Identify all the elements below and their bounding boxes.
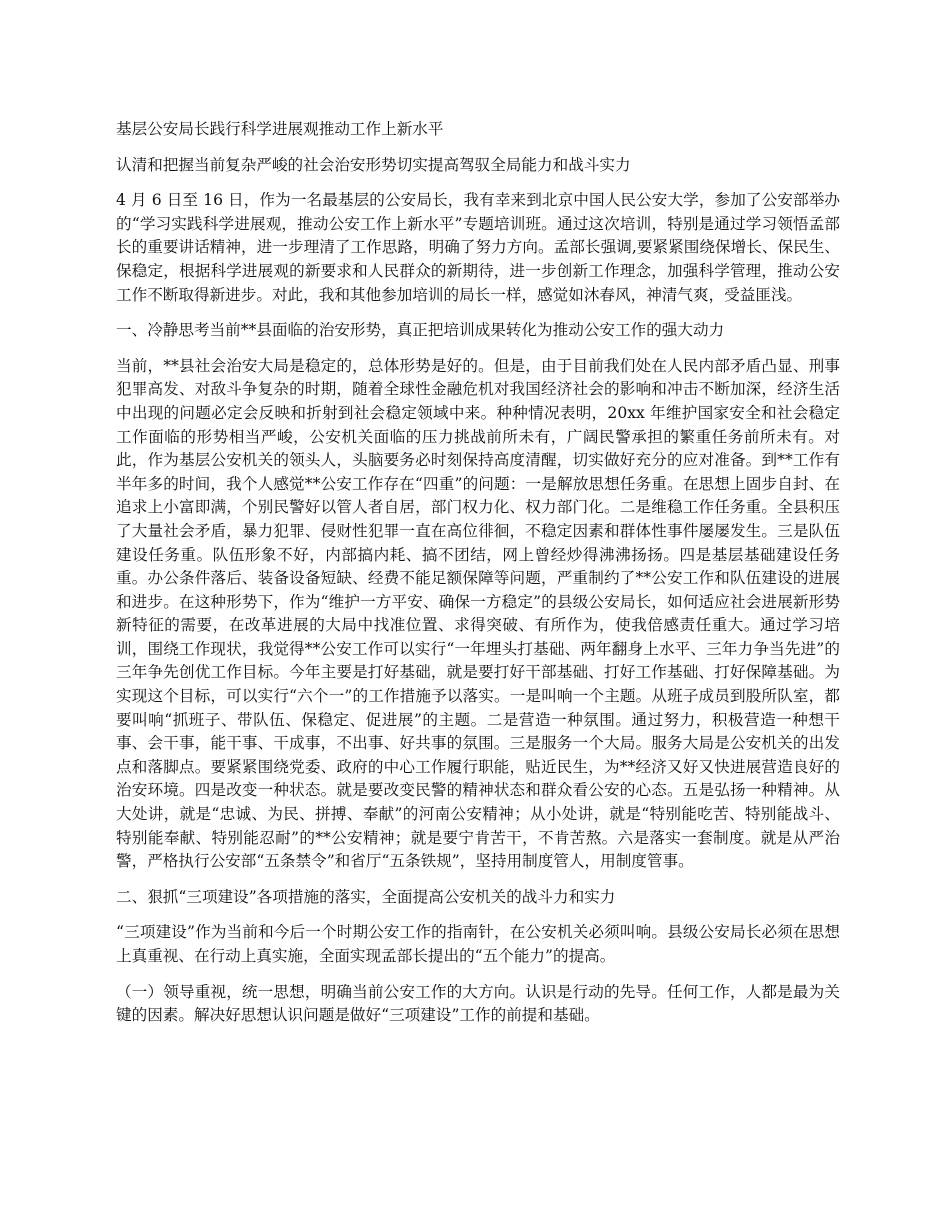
- paragraph-section-1-body: 当前，**县社会治安大局是稳定的，总体形势是好的。但是，由于目前我们处在人民内部矛盾凸显、刑事犯罪高发、对敌斗争复杂的时期，随着全球性金融危机对我国经济社会的影响和冲击不断加深，经济生活中出现的问题必定会反映和折射到社会稳定领域中来。种种情况表明，20xx 年维护国家安全和社会稳定工作面临的形势相当严峻，公安机关面临的压力挑战前所未有，广阔民警承担的繁重任务前所未有。对此，作为基层公安机关的领头人，头脑要务必时刻保持高度清醒，切实做好充分的应对准备。到**工作有半年多的时间，我个人感觉**公安工作存在“四重”的问题：一是解放思想任务重。在思想上固步自封、在追求上小富即满，个别民警好以管人者自居，部门权力化、权力部门化。二是维稳工作任务重。全县积压了大量社会矛盾，暴力犯罪、侵财性犯罪一直在高位徘徊，不稳定因素和群体性事件屡屡发生。三是队伍建设任务重。队伍形象不好，内部搞内耗、搞不团结，网上曾经炒得沸沸扬扬。四是基层基础建设任务重。办公条件落后、装备设备短缺、经费不能足额保障等问题，严重制约了**公安工作和队伍建设的进展和进步。在这种形势下，作为“维护一方平安、确保一方稳定”的县级公安局长，如何适应社会进展新形势新特征的需要，在改革进展的大局中找准位置、求得突破、有所作为，使我倍感责任重大。通过学习培训，围绕工作现状，我觉得**公安工作可以实行“一年埋头打基础、两年翻身上水平、三年力争当先进”的三年争先创优工作目标。今年主要是打好基础，就是要打好干部基础、打好工作基础、打好保障基础。为实现这个目标，可以实行“六个一”的工作措施予以落实。一是叫响一个主题。从班子成员到股所队室，都要叫响“抓班子、带队伍、保稳定、促进展”的主题。二是营造一种氛围。通过努力，积极营造一种想干事、会干事，能干事、干成事，不出事、好共事的氛围。三是服务一个大局。服务大局是公安机关的出发点和落脚点。要紧紧围绕党委、政府的中心工作履行职能，贴近民生，为**经济又好又快进展营造良好的治安环境。四是改变一种状态。就是要改变民警的精神状态和群众看公安的心态。五是弘扬一种精神。从大处讲，就是“忠诚、为民、拼搏、奉献”的河南公安精神；从小处讲，就是“特别能吃苦、特别能战斗、特别能奉献、特别能忍耐”的**公安精神；就是要宁肯苦干，不肯苦熬。六是落实一套制度。就是从严治警，严格执行公安部“五条禁令”和省厅“五条铁规”，坚持用制度管人，用制度管事。: [116, 356, 840, 871]
- paragraph-intro: 4 月 6 日至 16 日，作为一名最基层的公安局长，我有幸来到北京中国人民公安大学，参加了公安部举办的“学习实践科学进展观，推动公安工作上新水平”专题培训班。通过这次培训，特别是通过学习领悟孟部长的重要讲话精神，进一步理清了工作思路，明确了努力方向。孟部长强调,要紧紧围绕保增长、保民生、保稳定，根据科学进展观的新要求和人民群众的新期待，进一步创新工作理念，加强科学管理，推动公安工作不断取得新进步。对此，我和其他参加培训的局长一样，感觉如沐春风，神清气爽，受益匪浅。: [116, 191, 840, 304]
- document-page: [116, 118, 840, 1040]
- section-heading-2: 二、狠抓“三项建设”各项措施的落实，全面提高公安机关的战斗力和实力: [116, 887, 616, 906]
- paragraph-section-2-intro: “三项建设”作为当前和今后一个时期公安工作的指南针，在公安机关必须叫响。县级公安局长必须在思想上真重视、在行动上真实施，全面实现孟部长提出的“五个能力”的提高。: [116, 923, 840, 965]
- paragraph-subsection-1: （一）领导重视，统一思想，明确当前公安工作的大方向。认识是行动的先导。任何工作，人都是最为关键的因素。解决好思想认识问题是做好“三项建设”工作的前提和基础。: [116, 982, 840, 1025]
- document-title: 基层公安局长践行科学进展观推动工作上新水平: [116, 120, 444, 138]
- section-heading-1: 一、冷静思考当前**县面临的治安形势，真正把培训成果转化为推动公安工作的强大动力: [116, 321, 725, 340]
- document-subtitle: 认清和把握当前复杂严峻的社会治安形势切实提高驾驭全局能力和战斗实力: [116, 155, 631, 174]
